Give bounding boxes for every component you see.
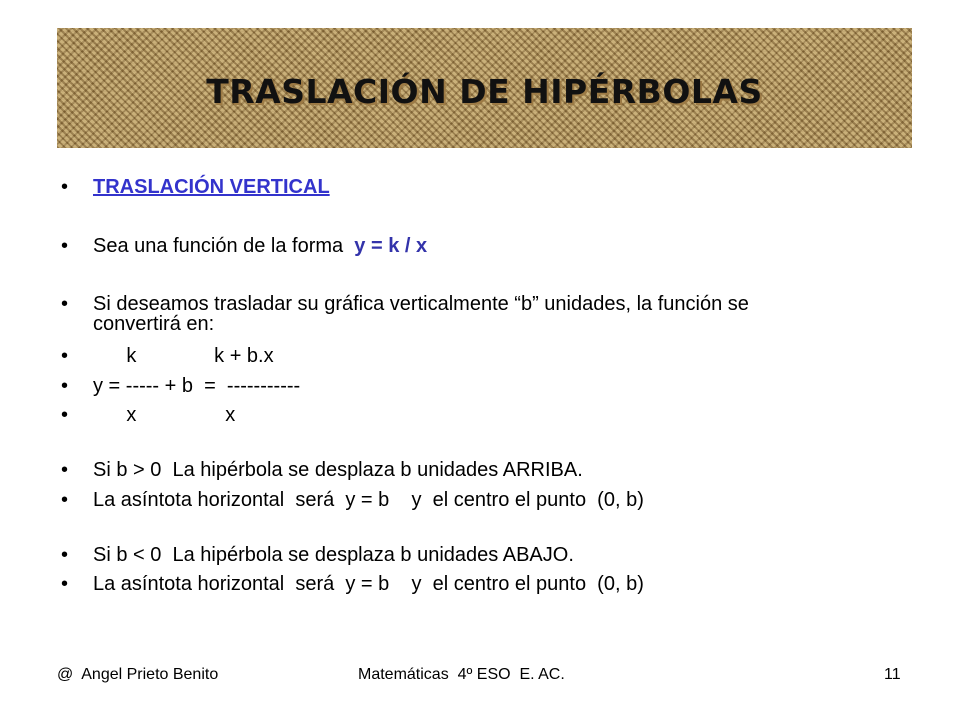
footer-course: Matemáticas 4º ESO E. AC. — [358, 666, 565, 683]
bullet-icon: • — [61, 573, 69, 595]
fraction-numerators: k k + b.x — [93, 345, 274, 367]
fraction-denominators: x x — [93, 404, 236, 426]
heading-link[interactable]: TRASLACIÓN VERTICAL — [93, 176, 330, 198]
intro-text: Sea una función de la forma — [93, 235, 355, 257]
case-text: La asíntota horizontal será y = b y el centro el punto (0, b) — [93, 489, 644, 511]
bullet-icon: • — [61, 375, 69, 397]
bullet-icon: • — [61, 235, 69, 257]
footer-author: @ Angel Prieto Benito — [57, 666, 219, 683]
intro-formula: y = k / x — [354, 235, 428, 257]
bullet-icon: • — [61, 176, 69, 198]
bullet-icon: • — [61, 544, 69, 566]
paragraph-line: convertirá en: — [93, 313, 215, 335]
bullet-icon: • — [61, 345, 69, 367]
case-text: Si b > 0 La hipérbola se desplaza b unidades ARRIBA. — [93, 459, 583, 481]
bullet-icon: • — [61, 404, 69, 426]
paragraph-line: Si deseamos trasladar su gráfica verticalmente “b” unidades, la función se — [93, 293, 749, 315]
bullet-icon: • — [61, 293, 69, 315]
case-text: Si b < 0 La hipérbola se desplaza b unidades ABAJO. — [93, 544, 574, 566]
bullet-icon: • — [61, 459, 69, 481]
case-text: La asíntota horizontal será y = b y el centro el punto (0, b) — [93, 573, 644, 595]
slide-title: TRASLACIÓN DE HIPÉRBOLAS — [206, 72, 763, 111]
fraction-equation: y = ----- + b = ----------- — [93, 375, 301, 397]
title-banner — [57, 28, 912, 148]
bullet-icon: • — [61, 489, 69, 511]
footer-page-number: 11 — [884, 666, 901, 683]
